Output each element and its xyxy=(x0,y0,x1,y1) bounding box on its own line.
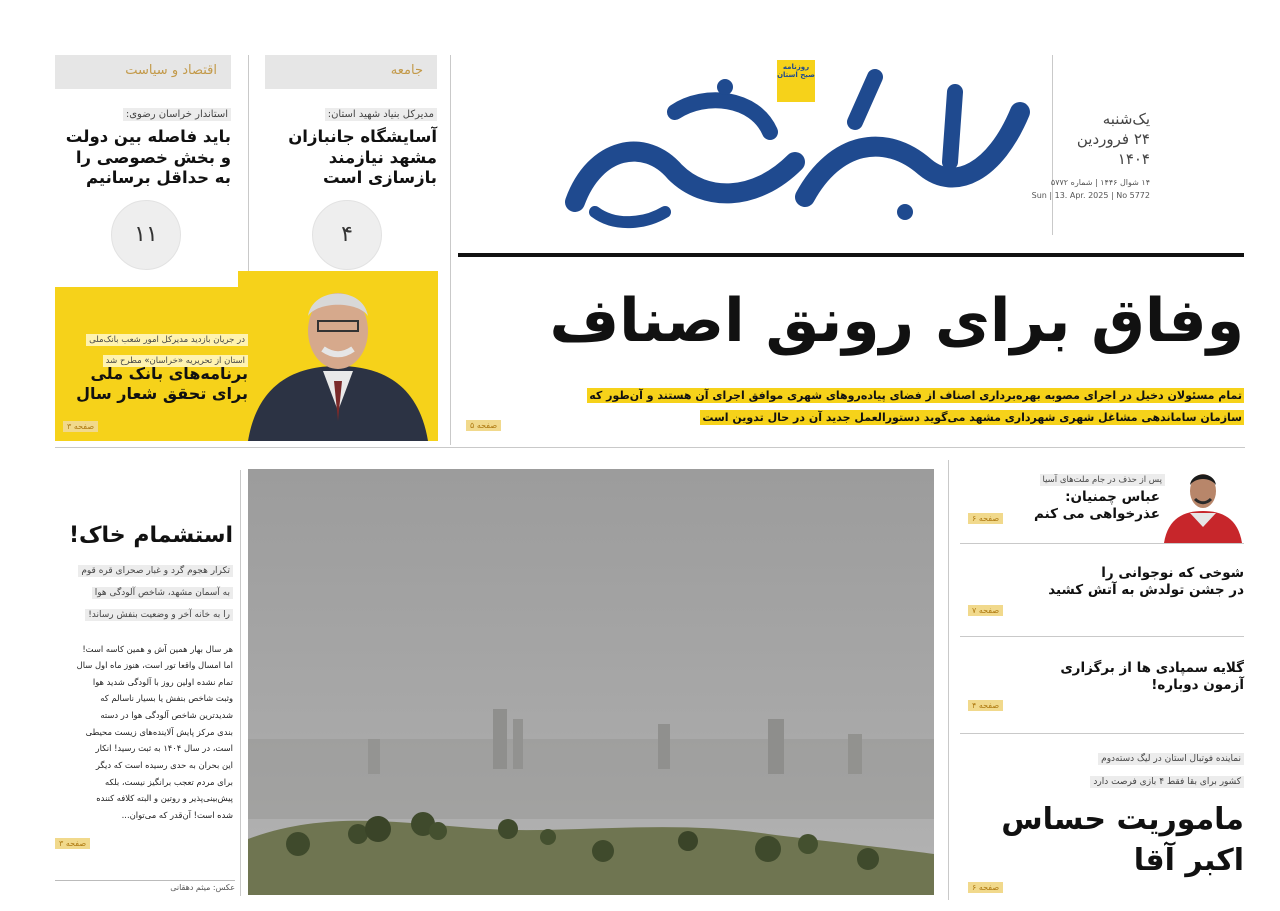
right-item-akbar[interactable] xyxy=(960,746,1244,896)
story-kicker: استاندار خراسان رضوی: xyxy=(123,108,231,121)
item-headline: گلایه سمپادی ها از برگزاری آزمون دوباره! xyxy=(1060,660,1244,693)
page-reference: صفحه ۶ xyxy=(968,882,1003,893)
right-item-chamanian[interactable] xyxy=(960,463,1244,543)
item-divider xyxy=(960,543,1244,544)
item-kicker: نماینده فوتبال استان در لیگ دسته‌دوم کشور برای بقا فقط ۴ بازی فرصت دارد xyxy=(960,746,1244,788)
story-headline: باید فاصله بین دولت و بخش خصوصی را به حداقل برسانیم xyxy=(65,127,231,188)
page-reference: صفحه ۶ xyxy=(968,513,1003,524)
year-persian: ۱۴۰۴ xyxy=(1117,150,1150,168)
right-item-teen[interactable] xyxy=(960,565,1244,625)
item-headline: ماموریت حساس اکبر آقا xyxy=(1001,802,1244,878)
section-tag-label: اقتصاد و سیاست xyxy=(125,63,217,78)
item-divider xyxy=(960,733,1244,734)
section-divider xyxy=(55,447,1245,448)
column-divider xyxy=(240,470,241,896)
column-divider xyxy=(248,55,249,277)
newspaper-logo xyxy=(555,52,1037,242)
issue-line-fa: ۱۴ شوال ۱۴۴۶ | شماره ۵۷۷۲ xyxy=(1050,178,1150,187)
dust-photo xyxy=(248,469,934,895)
chamanian-photo xyxy=(1162,463,1244,543)
main-headline: وفاق برای رونق اصناف xyxy=(549,286,1244,356)
middle-story[interactable] xyxy=(265,102,437,189)
section-tag-economy xyxy=(55,55,231,89)
date-persian: ۲۴ فروردین xyxy=(1076,130,1150,148)
story-kicker: مدیرکل بنیاد شهید استان: xyxy=(325,108,437,121)
right-item-sampad[interactable] xyxy=(960,660,1244,720)
main-subline-2: سازمان ساماندهی مشاغل شهری شهرداری مشهد می‌گوید دستورالعمل جدید آن در حال تدوین است xyxy=(702,411,1242,424)
bank-headline: برنامه‌های بانک ملی برای تحقق شعار سال xyxy=(76,364,248,403)
section-tag-label: جامعه xyxy=(390,63,423,78)
dust-story[interactable] xyxy=(55,522,233,824)
page-number-circle: ۴ xyxy=(312,200,382,270)
bank-official-photo xyxy=(238,271,438,441)
main-subline-1: تمام مسئولان دخیل در اجرای مصوبه بهره‌برداری اصناف از فضای پیاده‌روهای شهری موافق اجرای آن هستند و آن‌طور که xyxy=(589,389,1242,402)
left-story[interactable] xyxy=(55,102,231,189)
page-reference: صفحه ۴ xyxy=(968,700,1003,711)
page-reference: صفحه ۷ xyxy=(968,605,1003,616)
page-reference: صفحه ۳ xyxy=(55,838,90,849)
column-divider xyxy=(450,55,451,445)
story-headline: آسایشگاه جانبازان مشهد نیازمند بازسازی است xyxy=(288,127,437,188)
page-reference: صفحه ۳ xyxy=(63,421,98,432)
masthead-rule xyxy=(458,253,1244,257)
dust-lead: تکرار هجوم گرد و غبار صحرای قره قوم به آسمان مشهد، شاخص آلودگی هوا را به خانه آخر و وضعیت بنفش رساند! xyxy=(55,558,233,621)
main-story[interactable] xyxy=(458,270,1244,440)
column-divider xyxy=(948,460,949,900)
logo-badge: روزنامه صبح استان xyxy=(777,60,815,102)
logo-wordmark xyxy=(555,122,1037,123)
bank-kicker: در جریان بازدید مدیرکل امور شعب بانک‌ملی استان از تحریریه «خراسان» مطرح شد xyxy=(58,327,248,367)
dust-body: هر سال بهار همین آش و همین کاسه است! اما امسال واقعا تور است، هنوز ماه اول سال تمام نشده اولین روز با آلودگی شدید هوا وثبت شاخص بنفش یا بسیار ناسالم که شدیدترین شاخص آلودگی هوا در دسته بندی مرکز پایش آلاینده‌های زیست‌ محیطی است، در سال ۱۴۰۴ به ثبت رسید! انکار این بحران به حدی رسیده است که دیگر برای مردم تعجب برانگیز نیست، بلکه پیش‌بینی‌پذیر و روتین و البته کلافه کننده شده است! آن‌قدر که می‌توان... xyxy=(76,643,233,820)
date-block xyxy=(1010,110,1150,200)
item-headline: عباس چمنیان: عذرخواهی می کنم xyxy=(1034,489,1160,522)
dust-headline: استشمام خاک! xyxy=(68,523,233,548)
section-tag-society xyxy=(265,55,437,89)
photo-credit: عکس: میثم دهقانی xyxy=(55,880,235,892)
issue-line-en: Sun | 13. Apr. 2025 | No 5772 xyxy=(1031,191,1150,200)
item-divider xyxy=(960,636,1244,637)
page-number-circle: ۱۱ xyxy=(111,200,181,270)
item-kicker: پس از حذف در جام ملت‌های آسیا xyxy=(990,467,1165,486)
day-name: یک‌شنبه xyxy=(1102,110,1150,128)
page-reference: صفحه ۵ xyxy=(466,420,501,431)
item-headline: شوخی که نوجوانی را در جشن تولدش به آتش کشید xyxy=(1048,565,1244,598)
bank-story-box[interactable] xyxy=(55,287,438,441)
